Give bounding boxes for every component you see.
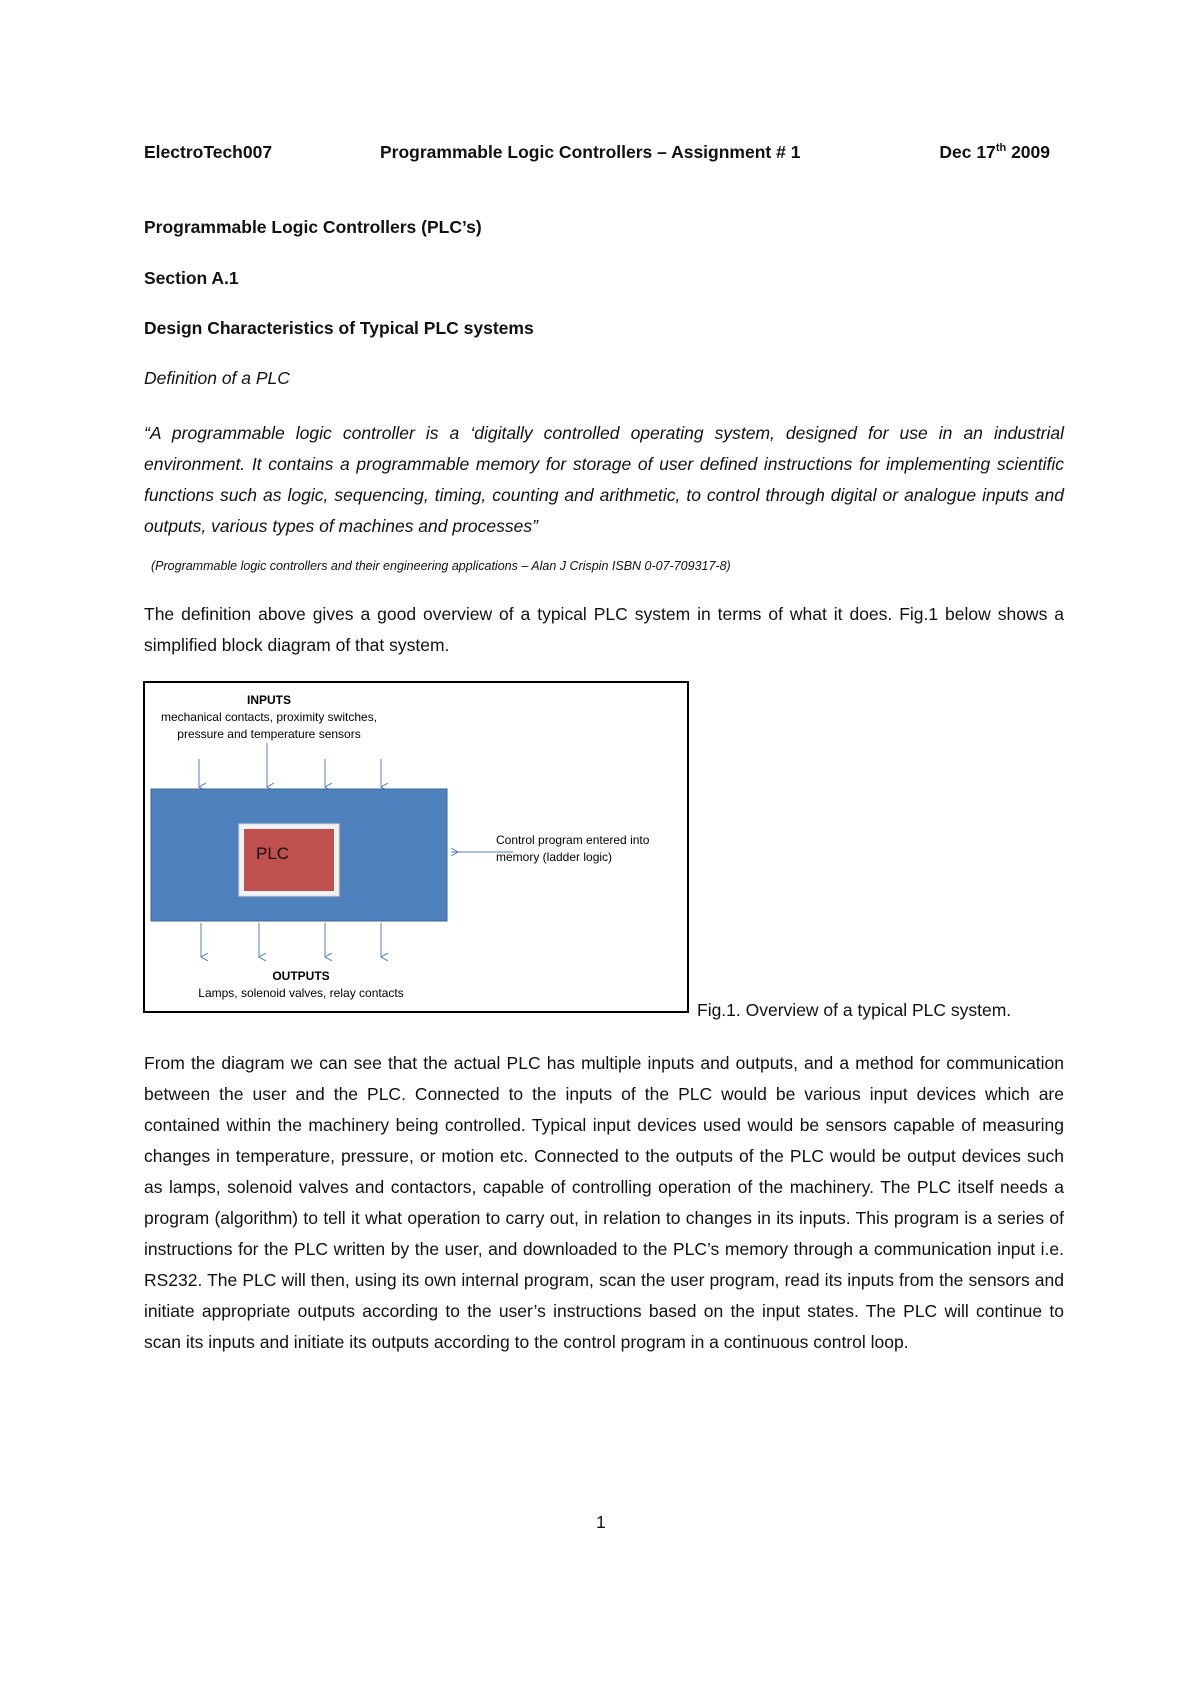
header-date (939, 142, 1050, 163)
figure-caption: Fig.1. Overview of a typical PLC system. (697, 1000, 1012, 1020)
subtitle-heading: Design Characteristics of Typical PLC systems (144, 318, 534, 338)
plc-label: PLC (256, 844, 290, 863)
control-program-line1: Control program entered into (496, 833, 650, 847)
definition-heading: Definition of a PLC (144, 368, 290, 388)
outputs-title: OUTPUTS (272, 969, 330, 983)
header-date-day: Dec 17 (939, 142, 996, 162)
section-heading: Section A.1 (144, 268, 239, 288)
header-author: ElectroTech007 (144, 142, 273, 162)
outputs-description: Lamps, solenoid valves, relay contacts (198, 986, 404, 1000)
page-number: 1 (596, 1512, 606, 1532)
page-header (144, 142, 1050, 172)
inputs-description-line2: pressure and temperature sensors (177, 727, 361, 741)
header-title: Programmable Logic Controllers – Assignment # 1 (380, 142, 801, 162)
intro-paragraph: The definition above gives a good overview of a typical PLC system in terms of what it does. Fig.1 below shows a simplified block diagram of that system. (144, 604, 1064, 655)
header-date-year: 2009 (1006, 142, 1050, 162)
document-title: Programmable Logic Controllers (PLC’s) (144, 217, 482, 237)
header-date-sup: th (995, 142, 1007, 155)
control-program-line2: memory (ladder logic) (496, 850, 613, 864)
plc-block-diagram (143, 681, 689, 1013)
definition-quote: “A programmable logic controller is a ‘digitally controlled operating system, designed for use in an industrial environment. It contains a programmable memory for storage of user defined instructions for implementing scientific functions such as logic, sequencing, timing, counting and arithmetic, to control through digital or analogue inputs and outputs, various types of machines and processes” (144, 423, 1064, 536)
body-paragraph: From the diagram we can see that the actual PLC has multiple inputs and outputs, and a method for communication between the user and the PLC. Connected to the inputs of the PLC would be various input devices which are contained within the machinery being controlled. Typical input devices used would be sensors capable of measuring changes in temperature, pressure, or motion etc. Connected to the outputs of the PLC would be output devices such as lamps, solenoid valves and contactors, capable of controlling operation of the machinery. The PLC itself needs a program (algorithm) to tell it what operation to carry out, in relation to changes in its inputs. This program is a series of instructions for the PLC written by the user, and downloaded to the PLC’s memory through a communication input i.e. RS232. The PLC will then, using its own internal program, scan the user program, read its inputs from the sensors and initiate appropriate outputs according to the user’s instructions based on the input states. The PLC will continue to scan its inputs and initiate its outputs according to the control program in a continuous control loop. (144, 1053, 1064, 1352)
citation: (Programmable logic controllers and their engineering applications – Alan J Crispin ISBN 0-07-709317-8) (151, 559, 731, 573)
diagram-svg (145, 683, 687, 1011)
inputs-title: INPUTS (246, 693, 292, 707)
inputs-description-line1: mechanical contacts, proximity switches, (160, 710, 378, 724)
